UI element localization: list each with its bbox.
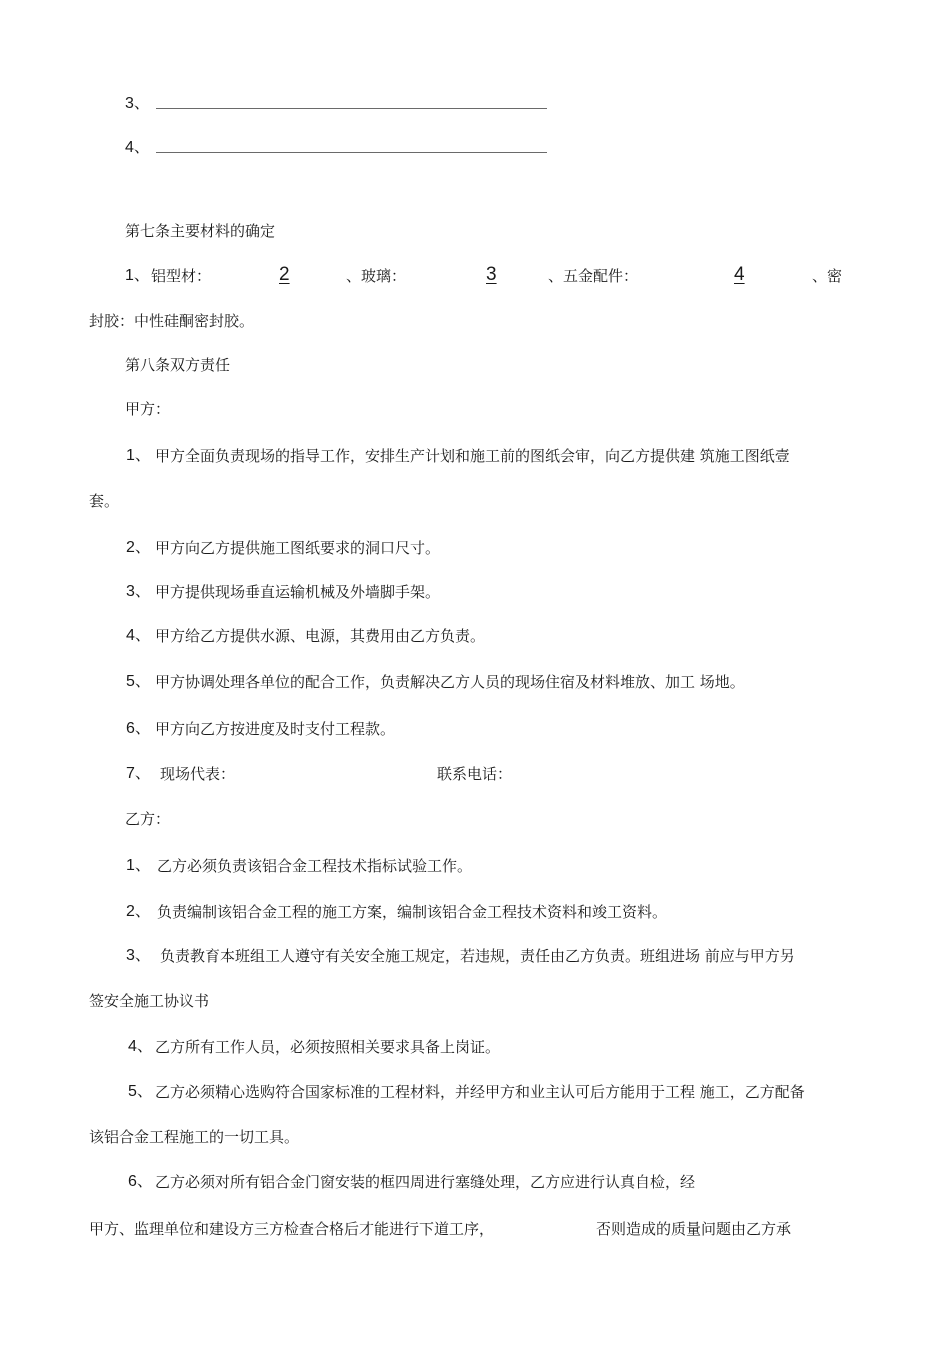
aluminum-spec-value: 2 (279, 264, 290, 285)
party-a-item-1-number: 1、 (126, 447, 151, 464)
party-b-item-3-number: 3、 (126, 947, 151, 964)
hardware-spec-value: 4 (734, 264, 745, 285)
party-b-item-3-continued: 签安全施工协议书 (89, 992, 210, 1010)
blank-item-3-number: 3、 (125, 95, 150, 112)
party-a-item-7-number: 7、 (126, 765, 151, 782)
party-a-item-3-number: 3、 (126, 583, 151, 600)
party-b-item-2-text: 负责编制该铝合金工程的施工方案，编制该铝合金工程技术资料和竣工资料。 (157, 903, 668, 921)
party-b-heading: 乙方： (125, 810, 171, 828)
party-a-item-6-number: 6、 (126, 720, 151, 737)
article-7-title: 第七条主要材料的确定 (125, 222, 276, 240)
party-b-item-6-continued: 甲方、监理单位和建设方三方检查合格后才能进行下道工序， (89, 1220, 495, 1238)
party-b-item-1-text: 乙方必须负责该铝合金工程技术指标试验工作。 (157, 857, 473, 875)
blank-item-3-line[interactable] (156, 108, 547, 109)
aluminum-label: 铝型材： (151, 267, 212, 285)
party-a-item-5-text: 甲方协调处理各单位的配合工作，负责解决乙方人员的现场住宿及材料堆放、加工 场地。 (155, 673, 745, 691)
party-a-item-4-number: 4、 (126, 627, 151, 644)
site-representative-label: 现场代表： (160, 765, 236, 783)
party-b-item-4-number: 4、 (128, 1038, 153, 1055)
party-a-item-2-text: 甲方向乙方提供施工图纸要求的洞口尺寸。 (155, 539, 441, 557)
party-a-item-1-continued: 套。 (89, 492, 120, 510)
party-b-item-5-continued: 该铝合金工程施工的一切工具。 (89, 1128, 300, 1146)
materials-item-number: 1、 (125, 267, 150, 284)
glass-label: 、玻璃： (346, 267, 407, 285)
blank-item-4-line[interactable] (156, 152, 547, 153)
party-a-item-2-number: 2、 (126, 539, 151, 556)
party-b-item-6-continued-2: 否则造成的质量问题由乙方承 (596, 1220, 792, 1238)
party-a-heading: 甲方： (125, 400, 171, 418)
party-a-item-3-text: 甲方提供现场垂直运输机械及外墙脚手架。 (155, 583, 441, 601)
party-b-item-6-text: 乙方必须对所有铝合金门窗安装的框四周进行塞缝处理，乙方应进行认真自检，经 (155, 1173, 696, 1191)
party-b-item-6-number: 6、 (128, 1173, 153, 1190)
party-b-item-2-number: 2、 (126, 903, 151, 920)
party-a-item-1-text: 甲方全面负责现场的指导工作，安排生产计划和施工前的图纸会审，向乙方提供建 筑施工图纸壹 (155, 447, 790, 465)
hardware-label: 、五金配件： (548, 267, 639, 285)
party-b-item-3-text: 负责教育本班组工人遵守有关安全施工规定，若违规，责任由乙方负责。班组进场 前应与甲方另 (160, 947, 795, 965)
sealant-label-start: 、密 (812, 267, 843, 285)
party-a-item-5-number: 5、 (126, 673, 151, 690)
glass-spec-value: 3 (486, 264, 497, 285)
party-b-item-5-text: 乙方必须精心选购符合国家标准的工程材料，并经甲方和业主认可后方能用于工程 施工，乙方配备 (155, 1083, 805, 1101)
party-a-item-4-text: 甲方给乙方提供水源、电源，其费用由乙方负责。 (155, 627, 486, 645)
party-b-item-4-text: 乙方所有工作人员，必须按照相关要求具备上岗证。 (155, 1038, 501, 1056)
party-a-item-6-text: 甲方向乙方按进度及时支付工程款。 (155, 720, 396, 738)
sealant-label-continued: 封胶：中性硅酮密封胶。 (89, 312, 255, 330)
contact-phone-label: 联系电话： (437, 765, 513, 783)
blank-item-4-number: 4、 (125, 139, 150, 156)
party-b-item-5-number: 5、 (128, 1083, 153, 1100)
article-8-title: 第八条双方责任 (125, 356, 231, 374)
party-b-item-1-number: 1、 (126, 857, 151, 874)
